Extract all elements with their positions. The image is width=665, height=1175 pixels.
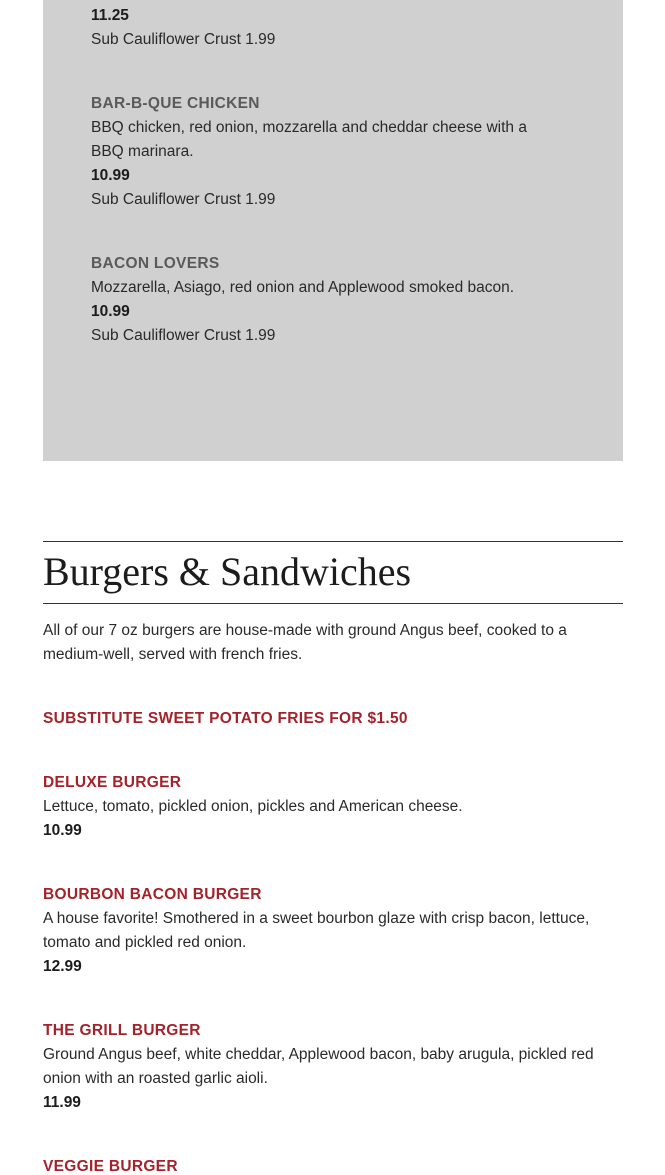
- item-description: Ground Angus beef, white cheddar, Applewood bacon, baby arugula, pickled red onion with an roasted garlic aioli.: [43, 1046, 594, 1087]
- item-name: BACON LOVERS: [91, 255, 220, 272]
- item-name: BAR-B-QUE CHICKEN: [91, 95, 260, 112]
- item-price: 12.99: [43, 958, 82, 975]
- menu-item: [91, 4, 561, 52]
- item-substitute: Sub Cauliflower Crust 1.99: [91, 327, 276, 344]
- item-description: A house favorite! Smothered in a sweet bourbon glaze with crisp bacon, lettuce, tomato and pickled red onion.: [43, 910, 590, 951]
- menu-item: [91, 252, 561, 348]
- item-name: BOURBON BACON BURGER: [43, 886, 262, 903]
- menu-item: [43, 1019, 623, 1115]
- item-price: 10.99: [91, 167, 130, 184]
- section-bottom-divider: [43, 603, 623, 604]
- item-name: VEGGIE BURGER: [43, 1158, 178, 1175]
- menu-item: [43, 771, 623, 843]
- section-intro: All of our 7 oz burgers are house-made with ground Angus beef, cooked to a medium-well, served with french fries.: [43, 622, 567, 663]
- menu-item: [91, 92, 561, 212]
- substitute-note: SUBSTITUTE SWEET POTATO FRIES FOR $1.50: [43, 710, 408, 727]
- item-price: 11.99: [43, 1094, 81, 1111]
- item-price: 10.99: [91, 303, 130, 320]
- item-name: DELUXE BURGER: [43, 774, 182, 791]
- section-top-divider: [43, 541, 623, 542]
- item-description: Mozzarella, Asiago, red onion and Applewood smoked bacon.: [91, 279, 515, 296]
- pizza-menu-panel: [43, 0, 623, 461]
- section-title: Burgers & Sandwiches: [43, 549, 412, 594]
- item-price: 10.99: [43, 822, 82, 839]
- item-substitute: Sub Cauliflower Crust 1.99: [91, 191, 276, 208]
- menu-item: [43, 883, 623, 979]
- item-substitute: Sub Cauliflower Crust 1.99: [91, 31, 276, 48]
- item-price: 11.25: [91, 7, 129, 24]
- item-name: THE GRILL BURGER: [43, 1022, 201, 1039]
- menu-item: [43, 1155, 623, 1175]
- item-description: BBQ chicken, red onion, mozzarella and cheddar cheese with a BBQ marinara.: [91, 119, 527, 160]
- item-description: Lettuce, tomato, pickled onion, pickles and American cheese.: [43, 798, 463, 815]
